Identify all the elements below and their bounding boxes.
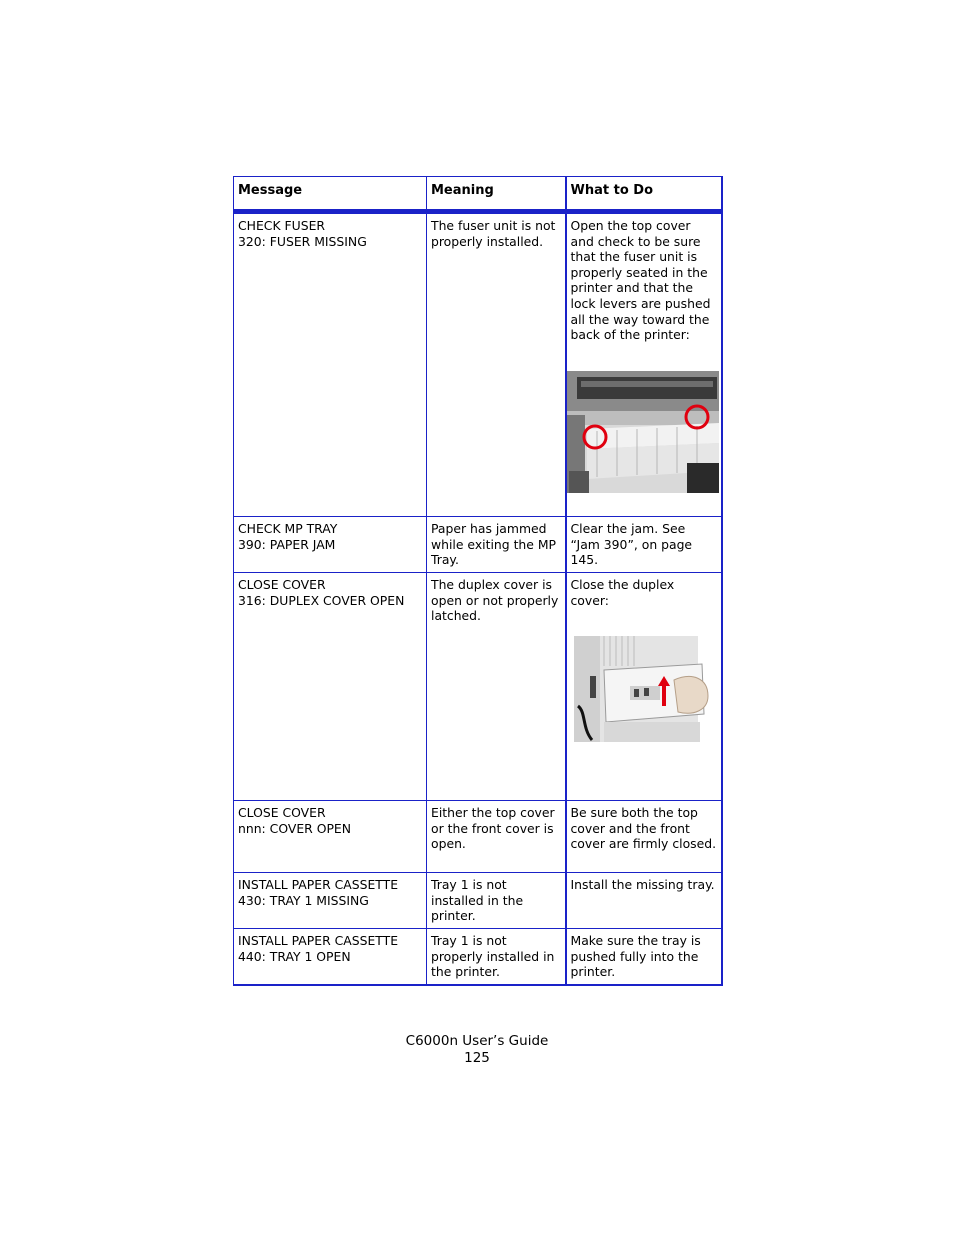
table-row bbox=[234, 573, 722, 801]
message-cell bbox=[234, 929, 427, 985]
what-to-do-cell: Make sure the tray is pushed fully into the printer. bbox=[566, 929, 722, 985]
message-cell bbox=[234, 517, 427, 573]
message-line: CLOSE COVER bbox=[238, 805, 326, 820]
footer-guide-title: C6000n User’s Guide bbox=[405, 1033, 549, 1049]
table-row bbox=[234, 929, 722, 985]
header-message: Message bbox=[234, 177, 427, 212]
header-meaning: Meaning bbox=[427, 177, 566, 212]
duplex-cover-photo bbox=[574, 636, 710, 742]
fuser-lock-levers-photo bbox=[567, 371, 719, 493]
message-line: CLOSE COVER bbox=[238, 577, 326, 592]
message-code: 430: TRAY 1 MISSING bbox=[238, 892, 369, 908]
meaning-cell: Paper has jammed while exiting the MP Tray. bbox=[427, 517, 566, 573]
message-code: nnn: COVER OPEN bbox=[238, 820, 352, 836]
what-to-do-cell: Be sure both the top cover and the front cover are firmly closed. bbox=[566, 801, 722, 873]
error-message-table bbox=[233, 176, 723, 986]
meaning-cell: Tray 1 is not installed in the printer. bbox=[427, 873, 566, 929]
what-to-do-cell: Install the missing tray. bbox=[566, 873, 722, 929]
meaning-cell: Either the top cover or the front cover is open. bbox=[427, 801, 566, 873]
table-row bbox=[234, 517, 722, 573]
message-code: 320: FUSER MISSING bbox=[238, 233, 367, 249]
instruction-text: Open the top cover and check to be sure that the fuser unit is properly seated in the printer and that the lock levers are pushed all the way toward the back of the printer: bbox=[570, 218, 711, 343]
message-cell bbox=[234, 801, 427, 873]
message-line: CHECK MP TRAY bbox=[238, 521, 338, 536]
message-cell bbox=[234, 573, 427, 801]
message-code: 316: DUPLEX COVER OPEN bbox=[238, 592, 405, 608]
what-to-do-cell: Clear the jam. See “Jam 390”, on page 145. bbox=[566, 517, 722, 573]
meaning-cell: The fuser unit is not properly installed. bbox=[427, 212, 566, 517]
message-line: INSTALL PAPER CASSETTE bbox=[238, 933, 399, 948]
meaning-cell: Tray 1 is not properly installed in the printer. bbox=[427, 929, 566, 985]
what-to-do-cell bbox=[566, 573, 722, 801]
instruction-text: Close the duplex cover: bbox=[570, 577, 675, 608]
message-cell bbox=[234, 873, 427, 929]
table-row bbox=[234, 212, 722, 517]
what-to-do-cell bbox=[566, 212, 722, 517]
message-cell bbox=[234, 212, 427, 517]
message-line: INSTALL PAPER CASSETTE bbox=[238, 877, 399, 892]
message-code: 440: TRAY 1 OPEN bbox=[238, 948, 351, 964]
message-code: 390: PAPER JAM bbox=[238, 536, 336, 552]
table-header-row bbox=[234, 177, 722, 212]
table-row bbox=[234, 801, 722, 873]
footer-page-number: 125 bbox=[464, 1050, 490, 1066]
message-line: CHECK FUSER bbox=[238, 218, 326, 233]
header-what-to-do: What to Do bbox=[566, 177, 722, 212]
table-row bbox=[234, 873, 722, 929]
meaning-cell: The duplex cover is open or not properly latched. bbox=[427, 573, 566, 801]
